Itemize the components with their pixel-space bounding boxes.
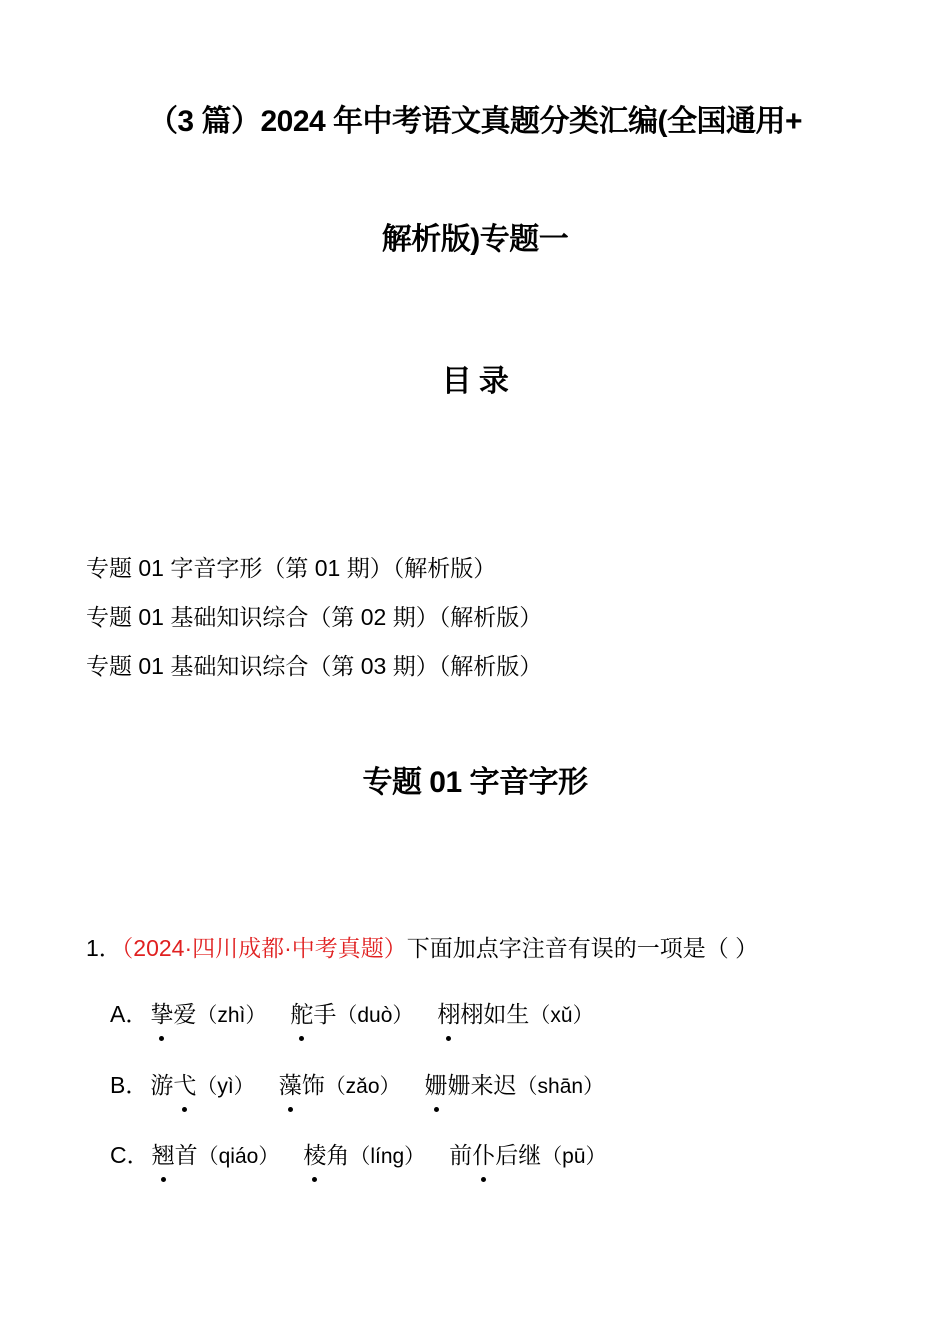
pinyin: （zhì）: [196, 1004, 267, 1027]
word-post: 手: [313, 1001, 337, 1027]
option-word: [449, 1137, 606, 1170]
question-stem: 下面加点字注音有误的一项是（ ）: [406, 935, 759, 961]
document-title-line-1: （3 篇）2024 年中考语文真题分类汇编(全国通用+: [147, 105, 803, 138]
question-number: 1．: [86, 935, 122, 961]
document-title-line-2: 解析版)专题一: [381, 223, 569, 256]
option-word: [303, 1137, 425, 1170]
word-post: 栩如生: [460, 1001, 530, 1027]
option-word: [279, 1067, 401, 1100]
word-post: 饰: [301, 1072, 325, 1098]
word-post: 角: [326, 1142, 350, 1168]
dotted-char: 翘: [152, 1137, 175, 1170]
option-word: [290, 996, 413, 1029]
option-a[interactable]: [110, 996, 594, 1029]
dotted-char: 舵: [290, 996, 313, 1029]
pinyin: （xǔ）: [529, 1004, 594, 1027]
option-letter: A．: [110, 1001, 149, 1027]
pinyin: （yì）: [196, 1075, 255, 1098]
word-post: 首: [174, 1142, 198, 1168]
question-source: （2024·四川成都·中考真题）: [121, 935, 407, 961]
dotted-char: 姗: [425, 1067, 448, 1100]
option-word: [150, 1067, 254, 1100]
option-c[interactable]: [110, 1137, 607, 1170]
toc-heading: 目 录: [441, 365, 509, 398]
toc-item-1[interactable]: 专题 01 字音字形（第 01 期）（解析版）: [86, 555, 497, 581]
option-letter: B．: [110, 1072, 149, 1098]
pinyin: （duò）: [336, 1004, 414, 1027]
toc-item-2[interactable]: 专题 01 基础知识综合（第 02 期）（解析版）: [86, 604, 543, 630]
option-letter: C．: [110, 1142, 150, 1168]
word-pre: 前: [449, 1142, 473, 1168]
option-word: [152, 1137, 280, 1170]
dotted-char: 藻: [279, 1067, 302, 1100]
option-word: [150, 996, 266, 1029]
word-post: 爱: [173, 1001, 197, 1027]
word-post: 后继: [495, 1142, 542, 1168]
dotted-char: 弋: [173, 1067, 196, 1100]
pinyin: （líng）: [349, 1145, 426, 1168]
pinyin: （shān）: [516, 1075, 605, 1098]
option-word: [437, 996, 593, 1029]
pinyin: （pū）: [541, 1145, 607, 1168]
option-b[interactable]: [110, 1067, 604, 1100]
dotted-char: 仆: [472, 1137, 495, 1170]
section-title: 专题 01 字音字形: [362, 766, 588, 799]
dotted-char: 挚: [150, 996, 173, 1029]
dotted-char: 栩: [437, 996, 460, 1029]
word-pre: 游: [150, 1072, 174, 1098]
word-post: 姗来迟: [447, 1072, 517, 1098]
pinyin: （qiáo）: [197, 1145, 280, 1168]
dotted-char: 棱: [303, 1137, 326, 1170]
option-word: [425, 1067, 605, 1100]
question-stem-line: [86, 930, 758, 963]
toc-item-3[interactable]: 专题 01 基础知识综合（第 03 期）（解析版）: [86, 653, 543, 679]
pinyin: （zǎo）: [324, 1075, 401, 1098]
